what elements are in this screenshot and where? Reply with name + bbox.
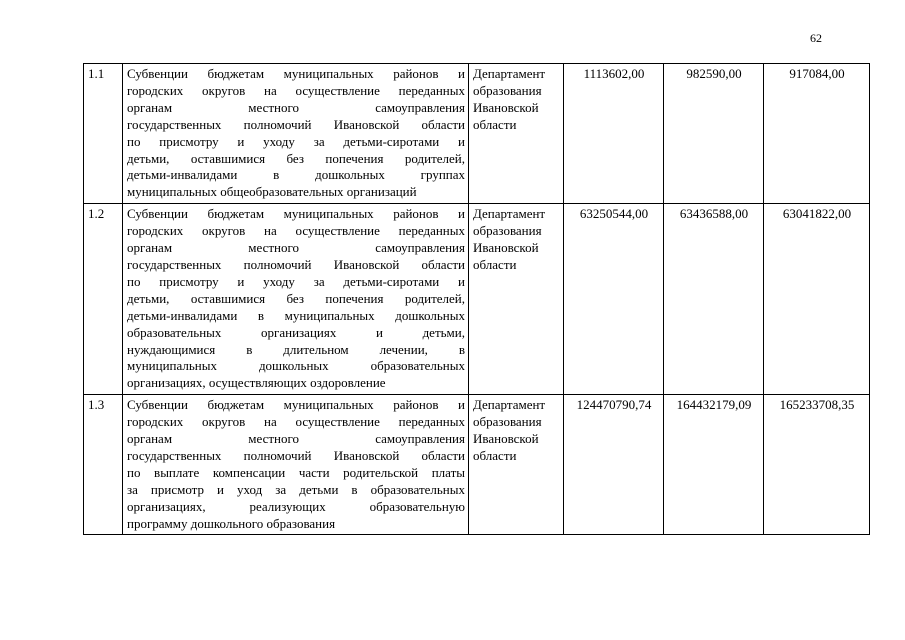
department-line: Департамент (473, 206, 546, 222)
description-line: Субвенции бюджетам муниципальных районов и (127, 206, 465, 222)
description-line: муниципальных общеобразовательных организаций (127, 184, 417, 200)
row-number: 1.1 (84, 64, 123, 204)
description-line: по присмотру и уходу за детьми-сиротами и (127, 273, 465, 289)
department-line: образования (473, 82, 542, 98)
description-line: государственных полномочий Ивановской области (127, 116, 465, 132)
description-line: организациях, осуществляющих оздоровление (127, 375, 386, 391)
description-line: образовательных организациях и детьми, (127, 324, 465, 340)
department-line: образования (473, 223, 542, 239)
description-line: Субвенции бюджетам муниципальных районов и (127, 397, 465, 413)
row-department (469, 204, 564, 395)
subventions-table (83, 63, 870, 535)
description-line: программу дошкольного образования (127, 515, 336, 531)
department-line: области (473, 447, 517, 463)
value-year-1: 63250544,00 (564, 204, 664, 395)
description-line: Субвенции бюджетам муниципальных районов и (127, 66, 465, 81)
description-line: детьми-инвалидами в муниципальных дошкольных (127, 307, 465, 323)
value-year-3: 63041822,00 (764, 204, 870, 395)
description-line: органам местного самоуправления (127, 99, 465, 115)
description-line: органам местного самоуправления (127, 240, 465, 256)
description-line: нуждающимися в длительном лечении, в (127, 341, 465, 357)
department-line: образования (473, 414, 542, 430)
description-line: по выплате компенсации части родительской платы (127, 464, 465, 480)
description-line: муниципальных дошкольных образовательных (127, 358, 465, 374)
description-line: органам местного самоуправления (127, 431, 465, 447)
description-line: детьми, оставшимися без попечения родителей, (127, 150, 465, 166)
description-line: городских округов на осуществление переданных (127, 82, 465, 98)
value-year-1: 124470790,74 (564, 395, 664, 535)
department-line: Ивановской (473, 99, 539, 115)
value-year-2: 982590,00 (664, 64, 764, 204)
value-year-2: 164432179,09 (664, 395, 764, 535)
department-line: области (473, 256, 517, 272)
row-description (123, 395, 469, 535)
description-line: детьми, оставшимися без попечения родителей, (127, 290, 465, 306)
description-line: государственных полномочий Ивановской области (127, 256, 465, 272)
value-year-3: 917084,00 (764, 64, 870, 204)
value-year-3: 165233708,35 (764, 395, 870, 535)
table-row (84, 204, 870, 395)
row-department (469, 395, 564, 535)
table-row (84, 395, 870, 535)
description-line: городских округов на осуществление переданных (127, 414, 465, 430)
description-line: государственных полномочий Ивановской области (127, 447, 465, 463)
department-line: Департамент (473, 66, 546, 81)
row-number: 1.3 (84, 395, 123, 535)
department-line: области (473, 116, 517, 132)
description-line: организациях, реализующих образовательную (127, 498, 465, 514)
value-year-1: 1113602,00 (564, 64, 664, 204)
department-line: Ивановской (473, 431, 539, 447)
description-line: детьми-инвалидами в дошкольных группах (127, 167, 465, 183)
value-year-2: 63436588,00 (664, 204, 764, 395)
department-line: Ивановской (473, 240, 539, 256)
page-number: 62 (810, 31, 822, 45)
row-description (123, 64, 469, 204)
description-line: по присмотру и уходу за детьми-сиротами и (127, 133, 465, 149)
row-department (469, 64, 564, 204)
row-number: 1.2 (84, 204, 123, 395)
description-line: за присмотр и уход за детьми в образовательных (127, 481, 465, 497)
table-row (84, 64, 870, 204)
description-line: городских округов на осуществление переданных (127, 223, 465, 239)
row-description (123, 204, 469, 395)
department-line: Департамент (473, 397, 546, 413)
